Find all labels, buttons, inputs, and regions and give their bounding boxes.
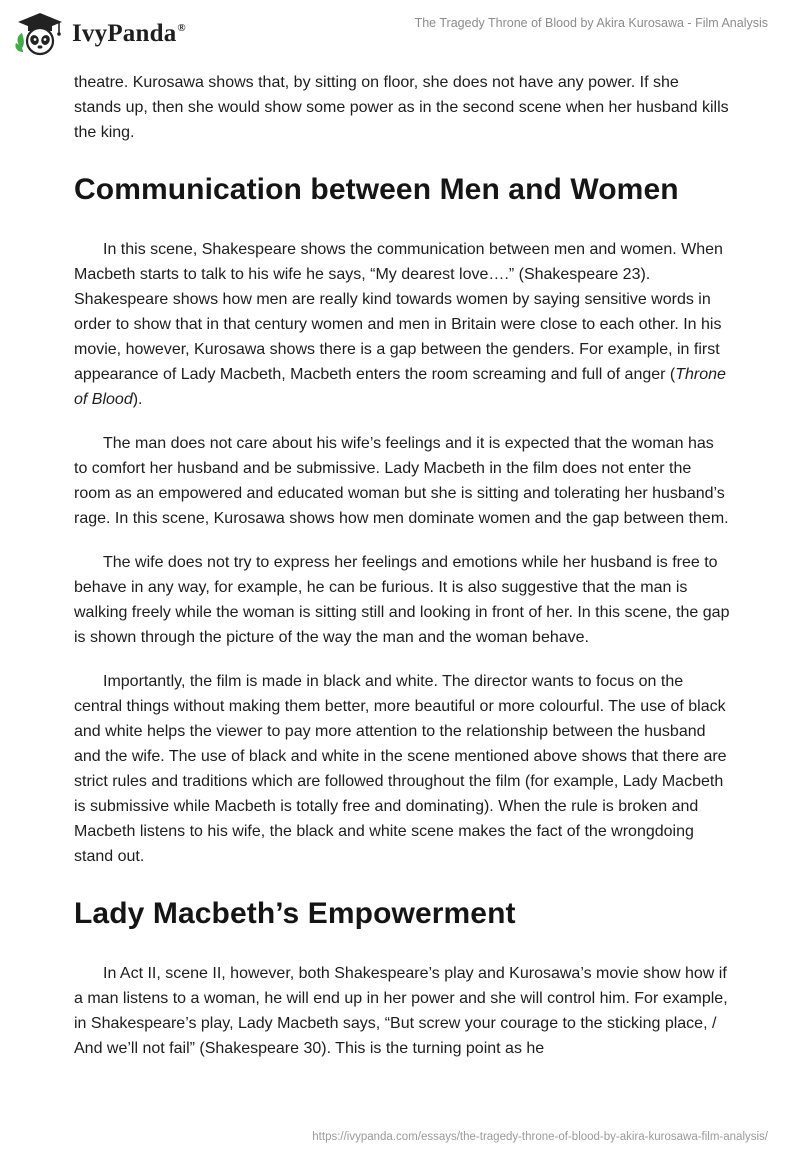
panda-graduate-icon <box>14 8 66 56</box>
ivypanda-logo[interactable] <box>14 8 186 56</box>
logo-wordmark: IvyPanda® <box>72 20 186 47</box>
essay-content <box>74 70 730 1080</box>
section-heading: Communication between Men and Women <box>74 173 679 206</box>
page-header <box>0 0 800 62</box>
paragraph: In Act II, scene II, however, both Shakespeare’s play and Kurosawa’s movie show how if a man listens to a woman, he will end up in her power and she will control him. For example, in Shakespeare’s play, Lady Macbeth says, “But screw your courage to the sticking place, / And we’ll not fail” (Shakespeare 30). This is the turning point as he <box>74 965 728 1057</box>
paragraph: theatre. Kurosawa shows that, by sitting on floor, she does not have any power. If she stands up, then she would show some power as in the second scene when her husband kills the king. <box>74 74 729 141</box>
paragraph: Importantly, the film is made in black and white. The director wants to focus on the central things without making them better, more beautiful or more colourful. The use of black and white helps the viewer to pay more attention to the relationship between the husband and the wife. The use of black and white in the scene mentioned above shows that there are strict rules and traditions which are followed throughout the film (for example, Lady Macbeth is submissive while Macbeth is totally free and dominating). When the rule is broken and Macbeth listens to his wife, the black and white scene makes the fact of the wrongdoing stand out. <box>74 673 727 865</box>
footer-url[interactable]: https://ivypanda.com/essays/the-tragedy-throne-of-blood-by-akira-kurosawa-film-analysis/ <box>312 1131 768 1143</box>
paragraph: The man does not care about his wife’s feelings and it is expected that the woman has to comfort her husband and be submissive. Lady Macbeth in the film does not enter the room as an empowered and educated woman but she is sitting and tolerating her husband’s rage. In this scene, Kurosawa shows how men dominate women and the gap between them. <box>74 435 729 527</box>
paragraph: In this scene, Shakespeare shows the communication between men and women. When Macbeth starts to talk to his wife he says, “My dearest love….” (Shakespeare 23). Shakespeare shows how men are really kind towards women by saying sensitive words in order to show that in that century women and men in Britain were close to each other. In his movie, however, Kurosawa shows there is a gap between the genders. For example, in first appearance of Lady Macbeth, Macbeth enters the room screaming and full of anger (Throne of Blood). <box>74 241 726 408</box>
document-title: The Tragedy Throne of Blood by Akira Kurosawa - Film Analysis <box>414 16 768 30</box>
paragraph: The wife does not try to express her feelings and emotions while her husband is free to behave in any way, for example, he can be furious. It is also suggestive that the man is walking freely while the woman is sitting still and looking in front of her. In this scene, the gap is shown through the picture of the way the man and the woman behave. <box>74 554 730 646</box>
section-heading: Lady Macbeth’s Empowerment <box>74 897 516 930</box>
film-title: Throne of Blood <box>74 366 726 408</box>
